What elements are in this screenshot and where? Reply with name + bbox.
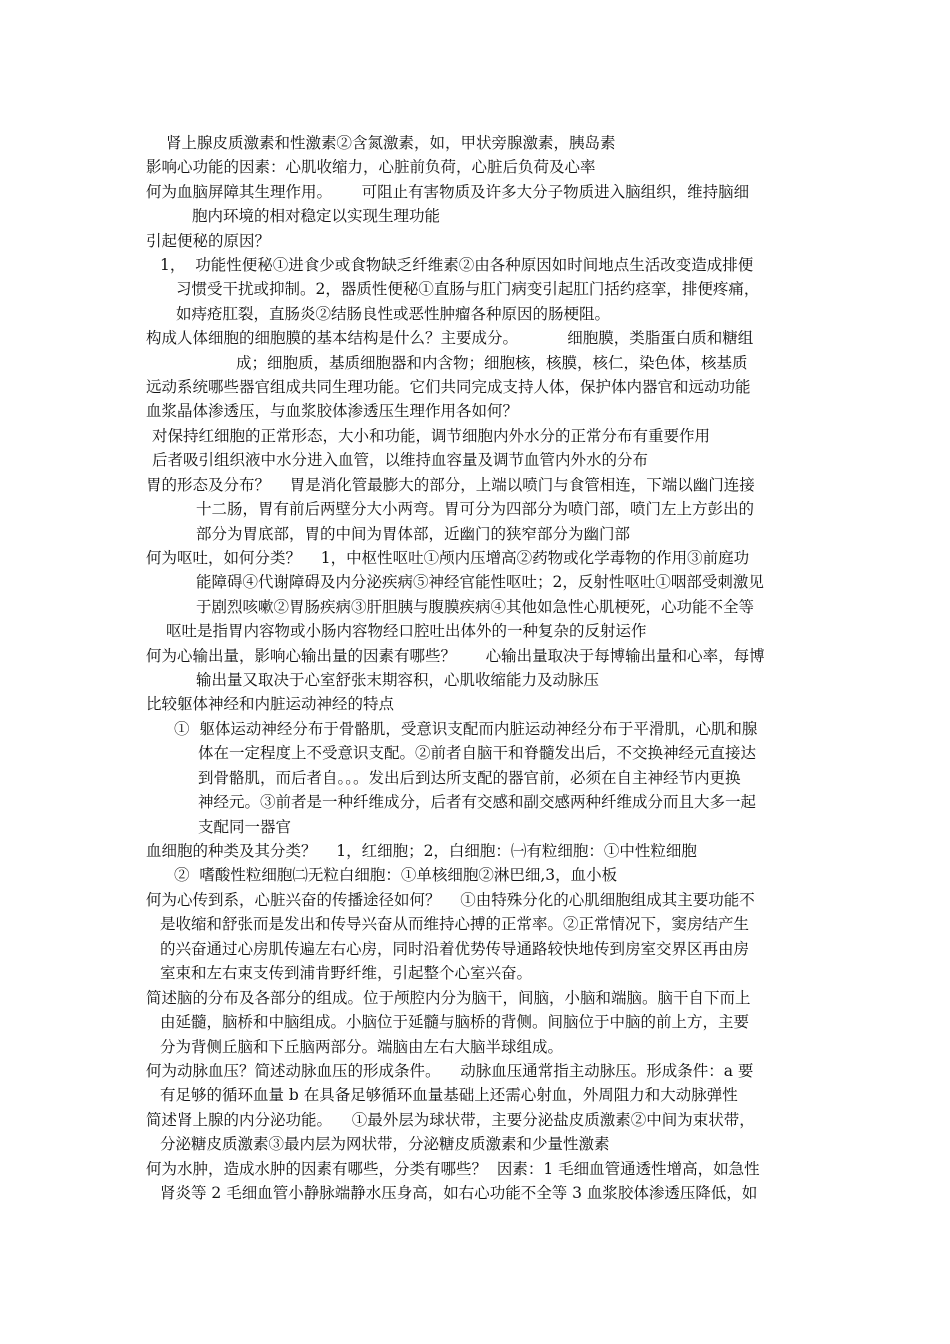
text-line: 1， 功能性便秘①进食少或食物缺乏纤维素②由各种原因如时间地点生活改变造成排便 xyxy=(160,256,754,274)
text-line: 肾上腺皮质激素和性激素②含氮激素，如，甲状旁腺激素，胰岛素 xyxy=(166,134,616,152)
text-line: 影响心功能的因素：心肌收缩力，心脏前负荷，心脏后负荷及心率 xyxy=(146,158,596,176)
text-line: 后者吸引组织液中水分进入血管，以维持血容量及调节血管内外水的分布 xyxy=(152,451,649,469)
text-line: 简述脑的分布及各部分的组成。位于颅腔内分为脑干，间脑，小脑和端脑。脑干自下而上 xyxy=(146,989,751,1007)
text-line: ② 嗜酸性粒细胞㈡无粒白细胞：①单核细胞②淋巴细,3，血小板 xyxy=(174,866,618,884)
text-line: 何为心输出量，影响心输出量的因素有哪些？ 心输出量取决于每博输出量和心率，每博 xyxy=(146,647,765,665)
text-line: ① 躯体运动神经分布于骨骼肌，受意识支配而内脏运动神经分布于平滑肌，心肌和腺 xyxy=(174,720,758,738)
text-line: 到骨骼肌，而后者自。。。发出后到达所支配的器官前，必须在自主神经节内更换 xyxy=(198,769,741,787)
text-line: 远动系统哪些器官组成共同生理功能。它们共同完成支持人体，保护体内器官和远动功能 xyxy=(146,378,751,396)
text-line: 胃的形态及分布？ 胃是消化管最膨大的部分，上端以喷门与食管相连，下端以幽门连接 xyxy=(146,476,755,494)
text-line: 室束和左右束支传到浦肯野纤维，引起整个心室兴奋。 xyxy=(160,964,533,982)
text-line: 胞内环境的相对稳定以实现生理功能 xyxy=(192,207,441,225)
text-line: 的兴奋通过心房肌传遍左右心房，同时沿着优势传导通路较快地传到房室交界区再由房 xyxy=(160,940,750,958)
text-line: 呕吐是指胃内容物或小肠内容物经口腔吐出体外的一种复杂的反射运作 xyxy=(166,622,647,640)
text-line: 血浆晶体渗透压，与血浆胶体渗透压生理作用各如何？ xyxy=(146,402,519,420)
text-line: 何为动脉血压？简述动脉血压的形成条件。 动脉血压通常指主动脉压。形成条件：a 要 xyxy=(146,1062,754,1080)
text-line: 引起便秘的原因？ xyxy=(146,232,271,250)
text-line: 能障碍④代谢障碍及内分泌疾病⑤神经官能性呕吐；2，反射性呕吐①咽部受刺激见 xyxy=(196,573,764,591)
text-line: 成；细胞质，基质细胞器和内含物；细胞核，核膜，核仁，染色体，核基质 xyxy=(236,354,748,372)
text-line: 有足够的循环血量 b 在具备足够循环血量基础上还需心射血，外周阻力和大动脉弹性 xyxy=(160,1086,738,1104)
text-line: 体在一定程度上不受意识支配。②前者自脑干和脊髓发出后，不交换神经元直接达 xyxy=(198,744,757,762)
text-line: 何为水肿，造成水肿的因素有哪些，分类有哪些？ 因素：1 毛细血管通透性增高，如急性 xyxy=(146,1160,760,1178)
text-line: 何为呕吐，如何分类？ 1，中枢性呕吐①颅内压增高②药物或化学毒物的作用③前庭功 xyxy=(146,549,750,567)
text-line: 神经元。③前者是一种纤维成分，后者有交感和副交感两种纤维成分而且大多一起 xyxy=(198,793,757,811)
text-line: 由延髓，脑桥和中脑组成。小脑位于延髓与脑桥的背侧。间脑位于中脑的前上方，主要 xyxy=(160,1013,750,1031)
text-line: 肾炎等 2 毛细血管小静脉端静水压身高，如右心功能不全等 3 血浆胶体渗透压降低，如 xyxy=(160,1184,758,1202)
text-line: 十二肠，胃有前后两壁分大小两弯。胃可分为四部分为喷门部，喷门左上方彭出的 xyxy=(196,500,755,518)
text-line: 血细胞的种类及其分类？ 1，红细胞；2，白细胞：㈠有粒细胞：①中性粒细胞 xyxy=(146,842,697,860)
text-line: 构成人体细胞的细胞膜的基本结构是什么？主要成分。 细胞膜，类脂蛋白质和糖组 xyxy=(146,329,754,347)
text-line: 习惯受干扰或抑制。2，器质性便秘①直肠与肛门病变引起肛门括约痉挛，排便疼痛， xyxy=(176,280,760,298)
text-line: 分为背侧丘脑和下丘脑两部分。端脑由左右大脑半球组成。 xyxy=(160,1038,564,1056)
text-line: 输出量又取决于心室舒张末期容积，心肌收缩能力及动脉压 xyxy=(196,671,600,689)
text-line: 分泌糖皮质激素③最内层为网状带，分泌糖皮质激素和少量性激素 xyxy=(160,1135,610,1153)
text-line: 对保持红细胞的正常形态，大小和功能，调节细胞内外水分的正常分布有重要作用 xyxy=(152,427,711,445)
text-line: 部分为胃底部，胃的中间为胃体部，近幽门的狭窄部分为幽门部 xyxy=(196,525,631,543)
text-line: 于剧烈咳嗽②胃肠疾病③肝胆胰与腹膜疾病④其他如急性心肌梗死，心功能不全等 xyxy=(196,598,755,616)
text-line: 何为血脑屏障其生理作用。 可阻止有害物质及许多大分子物质进入脑组织，维持脑细 xyxy=(146,183,750,201)
text-line: 是收缩和舒张而是发出和传导兴奋从而维持心搏的正常率。②正常情况下，窦房结产生 xyxy=(160,915,750,933)
text-line: 如痔疮肛裂，直肠炎②结肠良性或恶性肿瘤各种原因的肠梗阻。 xyxy=(176,305,611,323)
text-line: 比较躯体神经和内脏运动神经的特点 xyxy=(146,695,395,713)
text-line: 何为心传到系，心脏兴奋的传播途径如何？ ①由特殊分化的心肌细胞组成其主要功能不 xyxy=(146,891,755,909)
text-line: 简述肾上腺的内分泌功能。 ①最外层为球状带，主要分泌盐皮质激素②中间为束状带， xyxy=(146,1111,755,1129)
text-line: 支配同一器官 xyxy=(198,818,292,836)
